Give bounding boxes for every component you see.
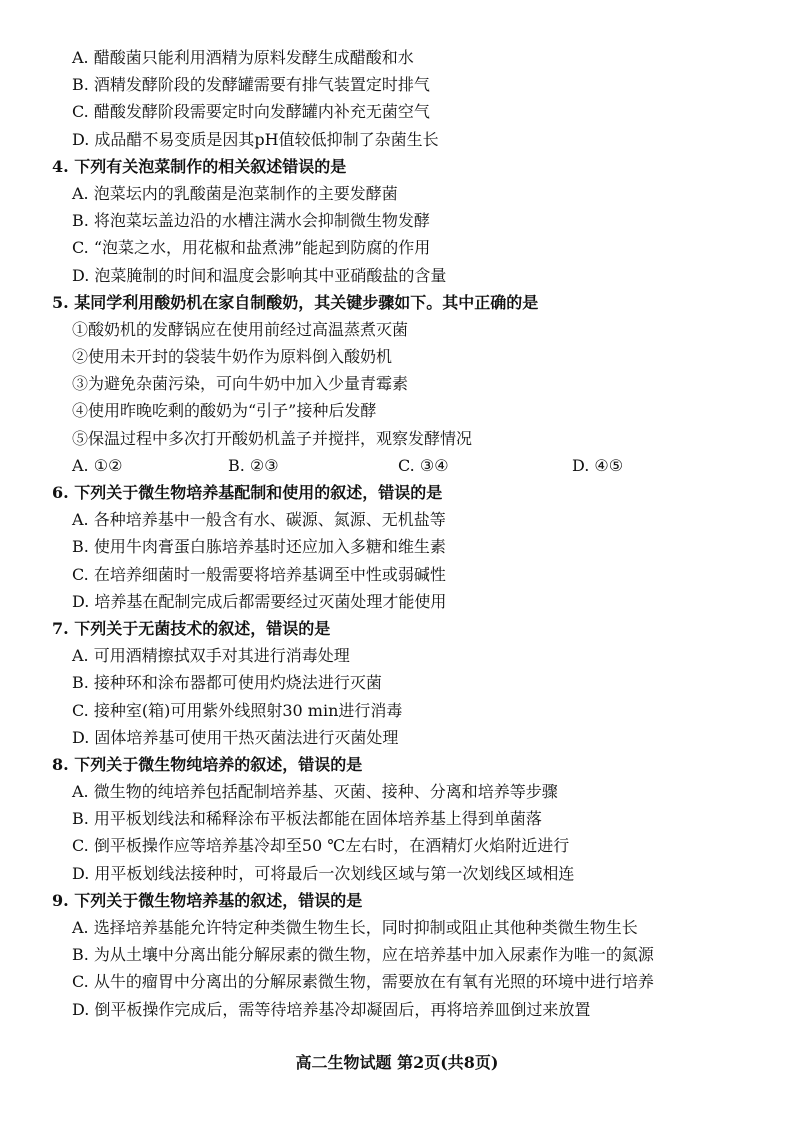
q5-statement-1: ①酸奶机的发酵锅应在使用前经过高温蒸煮灭菌 <box>72 319 409 339</box>
q5-options-row <box>52 452 752 479</box>
q6-stem: 6. 下列关于微生物培养基配制和使用的叙述，错误的是 <box>52 483 443 502</box>
q9-option-b: B. 为从土壤中分离出能分解尿素的微生物，应在培养基中加入尿素作为唯一的氮源 <box>72 945 654 965</box>
q7-option-b: B. 接种环和涂布器都可使用灼烧法进行灭菌 <box>72 673 382 693</box>
q5-statement-3: ③为避免杂菌污染，可向牛奶中加入少量青霉素 <box>72 374 409 394</box>
q5-statement-5: ⑤保温过程中多次打开酸奶机盖子并搅拌，观察发酵情况 <box>72 428 473 448</box>
q3-option-b: B. 酒精发酵阶段的发酵罐需要有排气装置定时排气 <box>72 75 430 95</box>
q9-option-c: C. 从牛的瘤胃中分离出的分解尿素微生物，需要放在有氧有光照的环境中进行培养 <box>72 972 654 992</box>
q8-option-d: D. 用平板划线法接种时，可将最后一次划线区域与第一次划线区域相连 <box>72 863 575 883</box>
q8-option-c: C. 倒平板操作应等培养基冷却至50 ℃左右时，在酒精灯火焰附近进行 <box>72 836 570 856</box>
q7-option-d: D. 固体培养基可使用干热灭菌法进行灭菌处理 <box>72 727 399 747</box>
page-footer: 高二生物试题 第2页(共8页) <box>295 1053 499 1072</box>
q8-option-b: B. 用平板划线法和稀释涂布平板法都能在固体培养基上得到单菌落 <box>72 809 542 829</box>
q9-option-a: A. 选择培养基能允许特定种类微生物生长，同时抑制或阻止其他种类微生物生长 <box>72 918 638 937</box>
q7-option-c: C. 接种室(箱)可用紫外线照射30 min进行消毒 <box>72 700 403 720</box>
q4-option-d: D. 泡菜腌制的时间和温度会影响其中亚硝酸盐的含量 <box>72 265 447 285</box>
q5-option-a: A. ①② <box>72 455 123 475</box>
q5-statement-2: ②使用未开封的袋装牛奶作为原料倒入酸奶机 <box>72 347 393 367</box>
question-content <box>52 44 752 1023</box>
q7-stem: 7. 下列关于无菌技术的叙述，错误的是 <box>52 618 331 638</box>
q4-option-b: B. 将泡菜坛盖边沿的水槽注满水会抑制微生物发酵 <box>72 211 430 231</box>
q6-option-b: B. 使用牛肉膏蛋白胨培养基时还应加入多糖和维生素 <box>72 537 446 557</box>
q5-stem: 5. 某同学利用酸奶机在家自制酸奶，其关键步骤如下。其中正确的是 <box>52 292 539 312</box>
q5-option-c: C. ③④ <box>398 455 449 475</box>
q8-stem: 8. 下列关于微生物纯培养的叙述，错误的是 <box>52 754 363 774</box>
q5-statement-4: ④使用昨晚吃剩的酸奶为“引子”接种后发酵 <box>72 401 377 421</box>
q5-option-d: D. ④⑤ <box>572 455 624 475</box>
q4-stem: 4. 下列有关泡菜制作的相关叙述错误的是 <box>52 156 347 176</box>
q6-option-d: D. 培养基在配制完成后都需要经过灭菌处理才能使用 <box>72 591 447 611</box>
q3-option-d: D. 成品醋不易变质是因其pH值较低抑制了杂菌生长 <box>72 129 439 149</box>
q7-option-a: A. 可用酒精擦拭双手对其进行消毒处理 <box>72 646 350 666</box>
q3-option-a: A. 醋酸菌只能利用酒精为原料发酵生成醋酸和水 <box>72 48 414 67</box>
q4-option-c: C. “泡菜之水，用花椒和盐煮沸”能起到防腐的作用 <box>72 238 431 258</box>
q9-stem: 9. 下列关于微生物培养基的叙述，错误的是 <box>52 890 363 910</box>
q9-option-d: D. 倒平板操作完成后，需等待培养基冷却凝固后，再将培养皿倒过来放置 <box>72 999 591 1019</box>
q3-option-c: C. 醋酸发酵阶段需要定时向发酵罐内补充无菌空气 <box>72 102 430 122</box>
q6-option-a: A. 各种培养基中一般含有水、碳源、氮源、无机盐等 <box>72 510 446 530</box>
q5-option-b: B. ②③ <box>228 455 279 475</box>
q8-option-a: A. 微生物的纯培养包括配制培养基、灭菌、接种、分离和培养等步骤 <box>72 782 558 802</box>
q6-option-c: C. 在培养细菌时一般需要将培养基调至中性或弱碱性 <box>72 564 446 584</box>
q4-option-a: A. 泡菜坛内的乳酸菌是泡菜制作的主要发酵菌 <box>72 183 398 203</box>
